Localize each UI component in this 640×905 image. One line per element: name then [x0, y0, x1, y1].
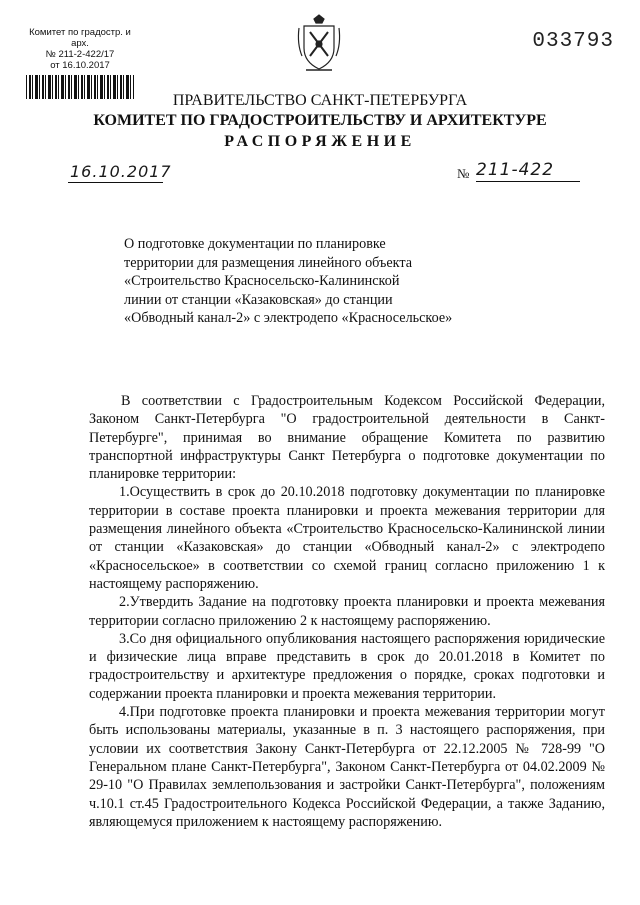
date-underline [68, 182, 163, 183]
clause-1: 1.Осуществить в срок до 20.10.2018 подготовку документации по планировке территории в составе проекта планировки и проекта межевания территории для размещения линейного объекта «Строительство Красносельско-Калининской линии от станции «Казаковская» до станции «Обводный канал-2» с электродепо «Красносельское» в соответствии со схемой границ согласно приложению 1 к настоящему распоряжению. [89, 484, 605, 592]
committee-title: КОМИТЕТ ПО ГРАДОСТРОИТЕЛЬСТВУ И АРХИТЕКТУРЕ [93, 112, 547, 129]
stamp-reg-date: от 16.10.2017 [50, 60, 110, 71]
subject-line: территории для размещения линейного объекта [124, 254, 413, 271]
subject-block [124, 235, 524, 328]
document-type: РАСПОРЯЖЕНИЕ [224, 133, 416, 150]
stamp-committee: Комитет по градостр. и арх. [29, 27, 131, 49]
number-underline [476, 181, 580, 182]
order-number: 211-422 [476, 160, 555, 180]
subject-line: «Обводный канал-2» с электродепо «Красносельское» [124, 310, 453, 326]
registration-stamp [22, 27, 138, 99]
clause-2: 2.Утвердить Задание на подготовку проекта планировки и проекта межевания территории согласно приложению 2 к настоящему распоряжению. [89, 594, 605, 629]
number-label: № [457, 166, 470, 181]
stamp-reg-number: № 211-2-422/17 [45, 49, 115, 60]
subject-line: «Строительство Красносельско-Калининской [124, 273, 400, 289]
order-date: 16.10.2017 [70, 162, 172, 181]
clause-4: 4.При подготовке проекта планировки и проекта межевания территории могут быть использованы материалы, указанные в п. 3 настоящего распоряжения, при условии их соответствия Закону Санкт-Петербурга от 22.12.2005 № 728-99 "О Генеральном плане Санкт-Петербурга", Законом Санкт-Петербурга от 04.02.2009 № 29-10 "О Правилах землепользования и застройки Санкт-Петербурга", положениям ч.10.1 ст.45 Градостроительного Кодекса Российской Федерации, а также Заданию, являющемуся приложением к настоящему распоряжению. [89, 704, 605, 830]
preamble-paragraph: В соответствии с Градостроительным Кодексом Российской Федерации, Законом Санкт-Петербурга "О градостроительной деятельности в Санкт-Петербурге", принимая во внимание обращение Комитета по развитию транспортной инфраструктуры Санкт Петербурга о подготовке документации по планировке территории: [89, 393, 605, 483]
government-title: ПРАВИТЕЛЬСТВО САНКТ-ПЕТЕРБУРГА [172, 92, 468, 109]
subject-line: О подготовке документации по планировке [124, 236, 386, 252]
subject-line: линии от станции «Казаковская» до станции [124, 291, 393, 308]
document-number: 033793 [532, 30, 614, 53]
document-body [89, 392, 605, 831]
clause-3: 3.Со дня официального опубликования настоящего распоряжения юридические и физические лица вправе представить в срок до 20.01.2018 в Комитет по градостроительству и архитектуре предложения о порядке, сроках подготовки и содержании проекта планировки и проекта межевания территории. [89, 630, 605, 702]
st-petersburg-coat-of-arms-icon [296, 14, 342, 74]
